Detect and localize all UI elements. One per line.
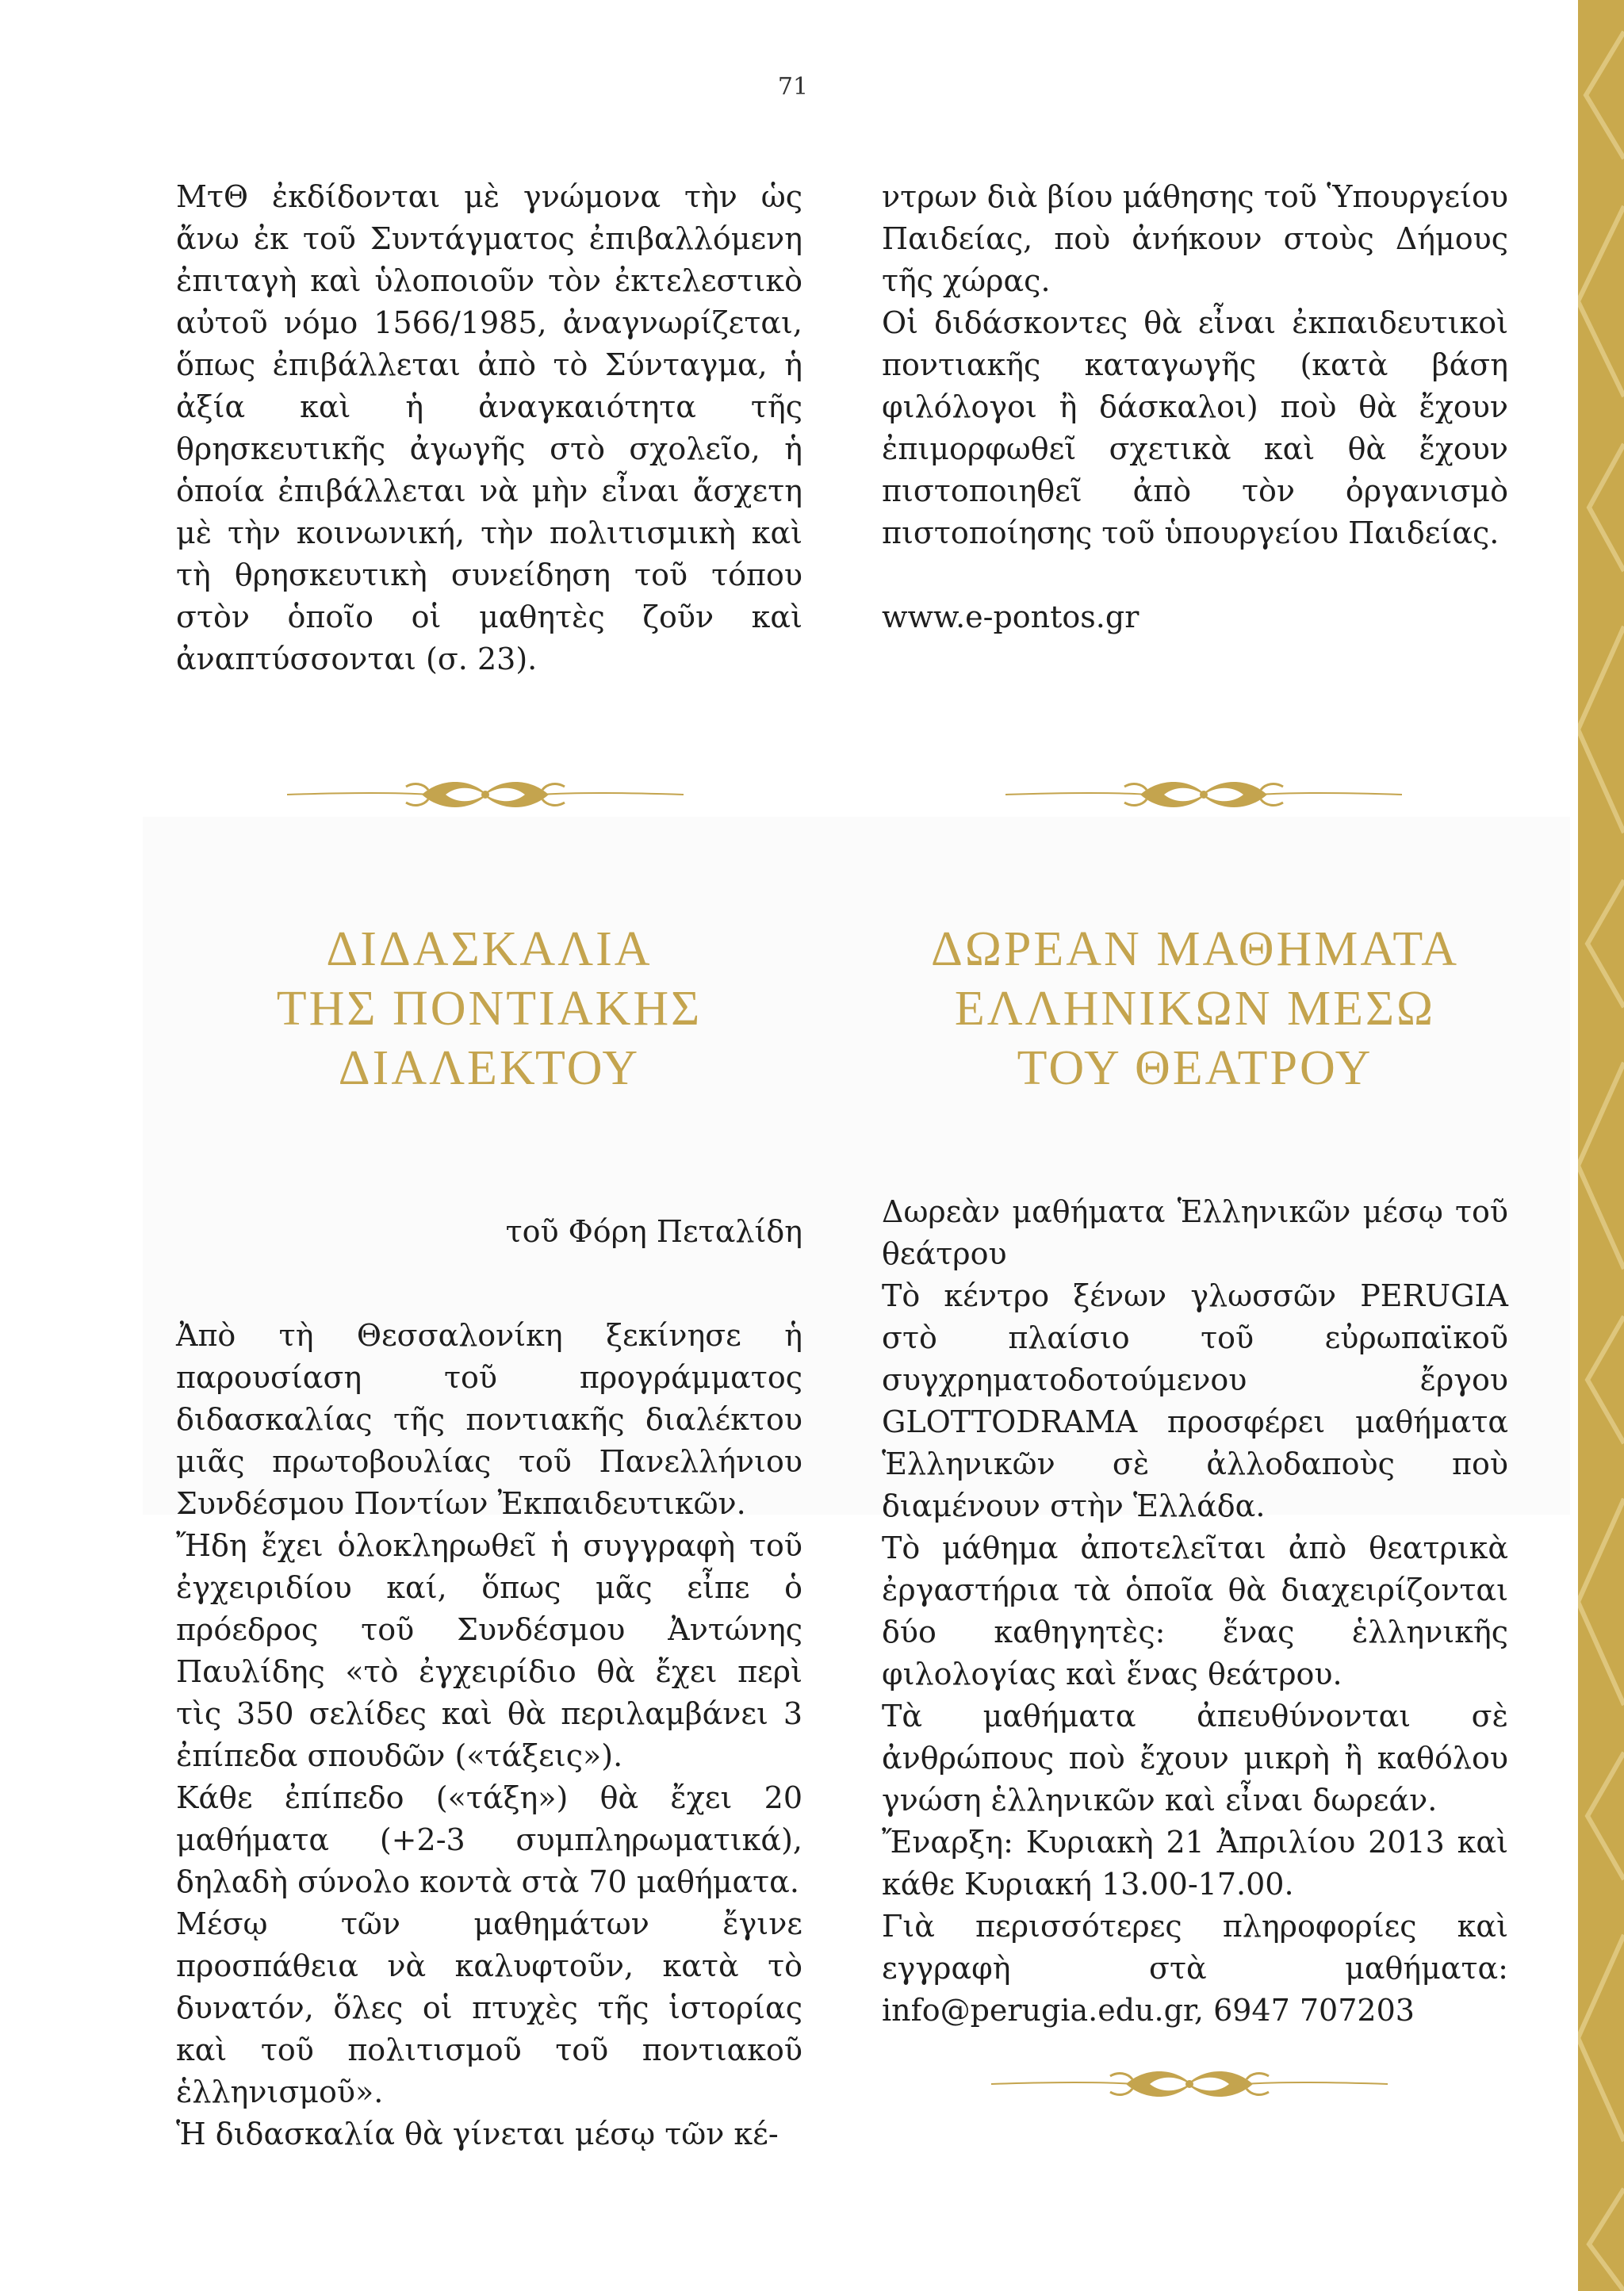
page-number: 71	[777, 73, 809, 101]
title-line: ΤΟΥ ΘΕΑΤΡΟΥ	[1017, 1041, 1373, 1095]
article-author: τοῦ Φόρη Πεταλίδη	[505, 1214, 802, 1249]
article-body-free-lessons	[882, 1191, 1508, 2032]
paragraph: ΜτΘ ἐκδίδονται μὲ γνώμονα τὴν ὡς ἄνω ἐκ τοῦ Συντάγματος ἐπιβαλλόμενη ἐπιταγὴ καὶ ὑλοποιοῦν τὸν ἐκτελεστικὸ αὐτοῦ νόμο 1566/1985, ἀναγνωρίζεται, ὅπως ἐπιβάλλεται ἀπὸ τὸ Σύνταγμα, ἡ ἀξία καὶ ἡ ἀναγκαιότητα τῆς θρησκευτικῆς ἀγωγῆς στὸ σχολεῖο, ἡ ὁποία ἐπιβάλλεται νὰ μὴν εἶναι ἄσχετη μὲ τὴν κοινωνική, τὴν πολιτισμικὴ καὶ τὴ θρησκευτικὴ συνείδηση τοῦ τόπου στὸν ὁποῖο οἱ μαθητὲς ζοῦν καὶ ἀναπτύσσονται (σ. 23).	[176, 179, 802, 676]
paragraph: Κάθε ἐπίπεδο («τάξη») θὰ ἔχει 20 μαθήματα (+2-3 συμπληρωματικά), δηλαδὴ σύνολο κοντὰ στὰ 70 μαθήματα.	[176, 1780, 802, 1899]
title-line: ΤΗΣ ΠΟΝΤΙΑΚΗΣ	[276, 982, 703, 1036]
paragraph: Τὰ μαθήματα ἀπευθύνονται σὲ ἀνθρώπους ποὺ ἔχουν μικρὴ ἢ καθόλου γνώση ἑλληνικῶν καὶ εἶναι δωρεάν.	[882, 1699, 1508, 1818]
paragraph: Ἡ διδασκαλία θὰ γίνεται μέσῳ τῶν κέ-	[176, 2117, 779, 2151]
paragraph: Ἤδη ἔχει ὁλοκληρωθεῖ ἡ συγγραφὴ τοῦ ἐγχειριδίου καί, ὅπως μᾶς εἶπε ὁ πρόεδρος τοῦ Συνδέσμου Ἀντώνης Παυλίδης «τὸ ἐγχειρίδιο θὰ ἔχει περὶ τὶς 350 σελίδες καὶ θὰ περιλαμβάνει 3 ἐπίπεδα σπουδῶν («τάξεις»).	[176, 1528, 802, 1773]
paragraph: Μέσῳ τῶν μαθημάτων ἔγινε προσπάθεια νὰ καλυφτοῦν, κατὰ τὸ δυνατόν, ὅλες οἱ πτυχὲς τῆς ἱστορίας καὶ τοῦ πολιτισμοῦ τοῦ ποντιακοῦ ἑλληνισμοῦ».	[176, 1906, 802, 2109]
ornament-divider-right	[1005, 771, 1402, 818]
paragraph: Γιὰ περισσότερες πληροφορίες καὶ εγγραφὴ στὰ μαθήματα: info@perugia.edu.gr, 6947 707203	[882, 1909, 1508, 2028]
article-title-free-lessons	[882, 920, 1508, 1098]
paragraph: Τὸ μάθημα ἀποτελεῖται ἀπὸ θεατρικὰ ἐργαστήρια τὰ ὁποῖα θὰ διαχειρίζονται δύο καθηγητὲς: ἕνας ἑλληνικῆς φιλολογίας καὶ ἕνας θεάτρου.	[882, 1531, 1508, 1691]
source-link[interactable]: www.e-pontos.gr	[882, 600, 1139, 634]
article-body-dialect-teaching	[176, 1315, 802, 2155]
paragraph: Οἱ διδάσκοντες θὰ εἶναι ἐκπαιδευτικοὶ ποντιακῆς καταγωγῆς (κατὰ βάση φιλόλογοι ἢ δάσκαλοι) ποὺ θὰ ἔχουν ἐπιμορφωθεῖ σχετικὰ καὶ θὰ ἔχουν πιστοποιηθεῖ ἀπὸ τὸν ὀργανισμὸ πιστοποίησης τοῦ ὑπουργείου Παιδείας.	[882, 305, 1508, 550]
decorative-gold-band	[1578, 0, 1624, 2291]
paragraph: Ἀπὸ τὴ Θεσσαλονίκη ξεκίνησε ἡ παρουσίαση τοῦ προγράμματος διδασκαλίας τῆς ποντιακῆς διαλέκτου μιᾶς πρωτοβουλίας τοῦ Πανελλήνιου Συνδέσμου Ποντίων Ἐκπαιδευτικῶν.	[176, 1318, 802, 1521]
title-line: ΔΩΡΕΑΝ ΜΑΘΗΜΑΤΑ	[930, 922, 1460, 976]
paragraph: Δωρεὰν μαθήματα Ἑλληνικῶν μέσῳ τοῦ θεάτρου	[882, 1194, 1508, 1271]
left-column-continued-text	[176, 176, 802, 680]
paragraph: Ἔναρξη: Κυριακὴ 21 Ἀπριλίου 2013 καὶ κάθε Κυριακή 13.00-17.00.	[882, 1825, 1508, 1902]
title-line: ΕΛΛΗΝΙΚΩΝ ΜΕΣΩ	[954, 982, 1436, 1036]
paragraph: ντρων διὰ βίου μάθησης τοῦ Ὑπουργείου Παιδείας, ποὺ ἀνήκουν στοὺς Δήμους τῆς χώρας.	[882, 179, 1508, 298]
band-pattern	[1578, 0, 1624, 2291]
right-column-continued-text	[882, 176, 1508, 638]
ornament-divider-bottom	[991, 2060, 1388, 2108]
title-line: ΔΙΑΛΕΚΤΟΥ	[338, 1041, 641, 1095]
title-line: ΔΙΔΑΣΚΑΛΙΑ	[326, 922, 653, 976]
article-title-dialect-teaching	[176, 920, 802, 1098]
paragraph: Τὸ κέντρο ξένων γλωσσῶν PERUGIA στὸ πλαίσιο τοῦ εὐρωπαϊκοῦ συγχρηματοδοτούμενου ἔργου GLOTTODRAMA προσφέρει μαθήματα Ἑλληνικῶν σὲ ἀλλοδαποὺς ποὺ διαμένουν στὴν Ἑλλάδα.	[882, 1278, 1508, 1523]
ornament-divider-left	[287, 771, 684, 818]
